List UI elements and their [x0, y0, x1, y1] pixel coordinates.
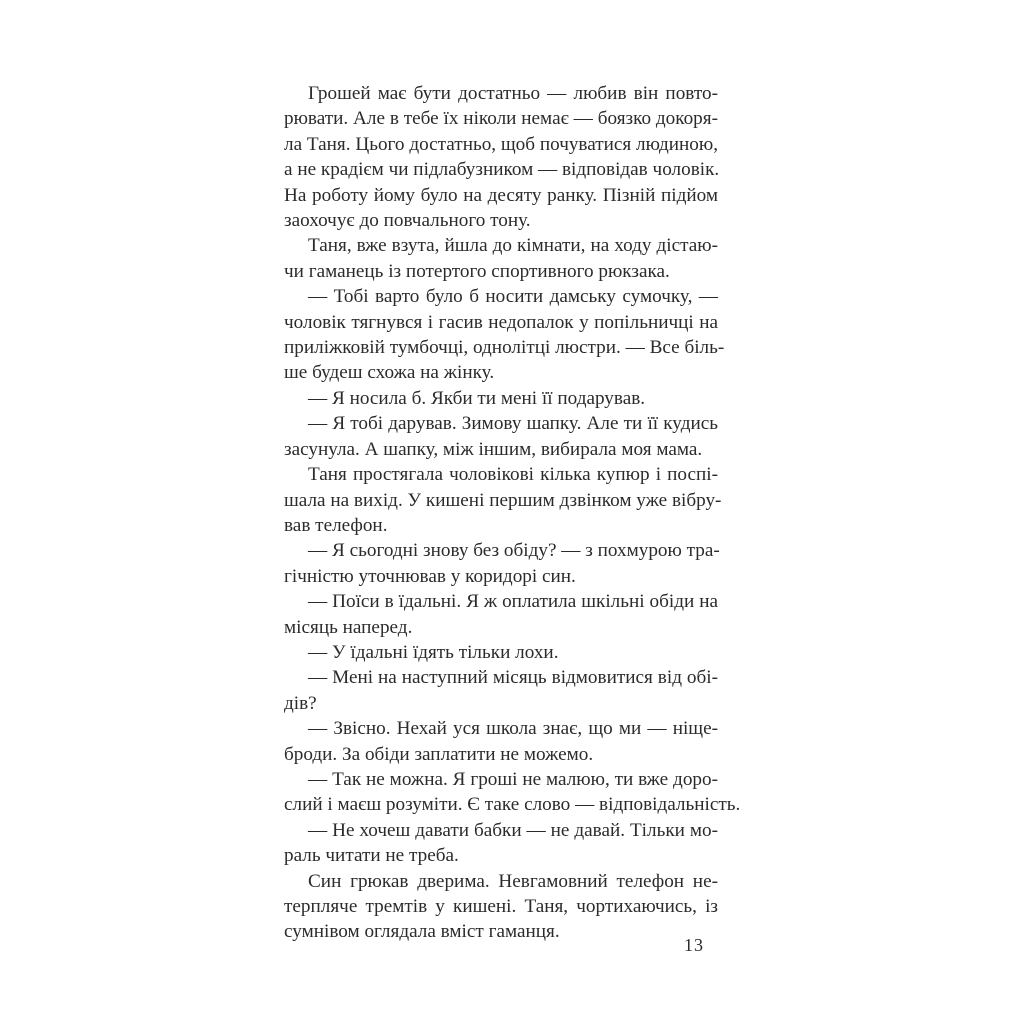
text-line: — Я сьогодні знову без обіду? — з похмурою тра- [308, 540, 720, 562]
paragraph [284, 284, 725, 386]
text-line: — Поїси в їдальні. Я ж оплатила шкільні обіди на [308, 591, 718, 613]
text-line: вав телефон. [284, 514, 388, 536]
text-line: ше будеш схожа на жінку. [284, 362, 495, 384]
text-line: приліжковій тумбочці, однолітці люстри. — Все біль- [284, 337, 725, 359]
paragraph [284, 716, 718, 767]
text-line: заохочує до повчального тону. [284, 210, 531, 232]
text-line: — Тобі варто було б носити дамську сумочку, — [308, 286, 718, 308]
text-line: Таня простягала чоловікові кілька купюр і поспі- [308, 464, 718, 486]
paragraph [284, 869, 718, 945]
text-line: Грошей має бути достатньо — любив він повто- [308, 83, 718, 104]
page-number: 13 [684, 935, 704, 955]
paragraph [284, 411, 718, 462]
paragraph [284, 233, 718, 284]
text-line: шала на вихід. У кишені першим дзвінком уже вібру- [284, 489, 722, 511]
paragraph [284, 818, 718, 869]
text-line: гічністю уточнював у коридорі син. [284, 565, 576, 587]
text-line: Таня, вже взута, йшла до кімнати, на ходу дістаю- [308, 235, 718, 257]
text-line: терпляче тремтів у кишені. Таня, чортихаючись, із [284, 896, 718, 917]
paragraph [284, 665, 718, 716]
book-page-text [284, 81, 741, 945]
paragraph [284, 81, 718, 233]
text-line: чи гаманець із потертого спортивного рюкзака. [284, 260, 670, 282]
text-line: а не крадієм чи підлабузником — відповідав чоловік. [284, 159, 720, 181]
text-line: рювати. Але в тебе їх ніколи немає — боязко докоря- [284, 108, 718, 130]
text-line: слий і маєш розуміти. Є таке слово — відповідальність. [284, 794, 741, 816]
text-line: засунула. А шапку, між іншим, вибирала моя мама. [284, 438, 703, 460]
paragraph [284, 589, 718, 640]
text-line: — Звісно. Нехай уся школа знає, що ми — ніще- [308, 718, 718, 740]
text-line: місяць наперед. [284, 616, 413, 638]
text-line: дів? [284, 692, 317, 714]
text-line: — Я тобі дарував. Зимову шапку. Але ти її кудись [308, 413, 718, 435]
paragraph [284, 386, 718, 411]
text-line: — У їдальні їдять тільки лохи. [308, 641, 559, 663]
text-line: — Так не можна. Я гроші не малюю, ти вже доро- [308, 768, 718, 790]
text-line: Син грюкав дверима. Невгамовний телефон не- [308, 870, 718, 892]
text-line: броди. За обіди заплатити не можемо. [284, 743, 594, 765]
paragraph [284, 538, 718, 589]
paragraph [284, 767, 741, 818]
text-line: — Мені на наступний місяць відмовитися від обі- [308, 667, 718, 689]
text-line: ла Таня. Цього достатньо, щоб почуватися людиною, [284, 133, 719, 155]
text-line: — Я носила б. Якби ти мені її подарував. [308, 387, 646, 409]
text-line: раль читати не треба. [284, 845, 459, 867]
text-line: чоловік тягнувся і гасив недопалок у попільничці на [284, 311, 718, 333]
paragraph [284, 462, 722, 538]
text-line: На роботу йому було на десяту ранку. Пізній підйом [284, 184, 718, 206]
paragraph [284, 640, 718, 665]
text-line: сумнівом оглядала вміст гаманця. [284, 921, 560, 943]
text-line: — Не хочеш давати бабки — не давай. Тільки мо- [308, 819, 718, 841]
